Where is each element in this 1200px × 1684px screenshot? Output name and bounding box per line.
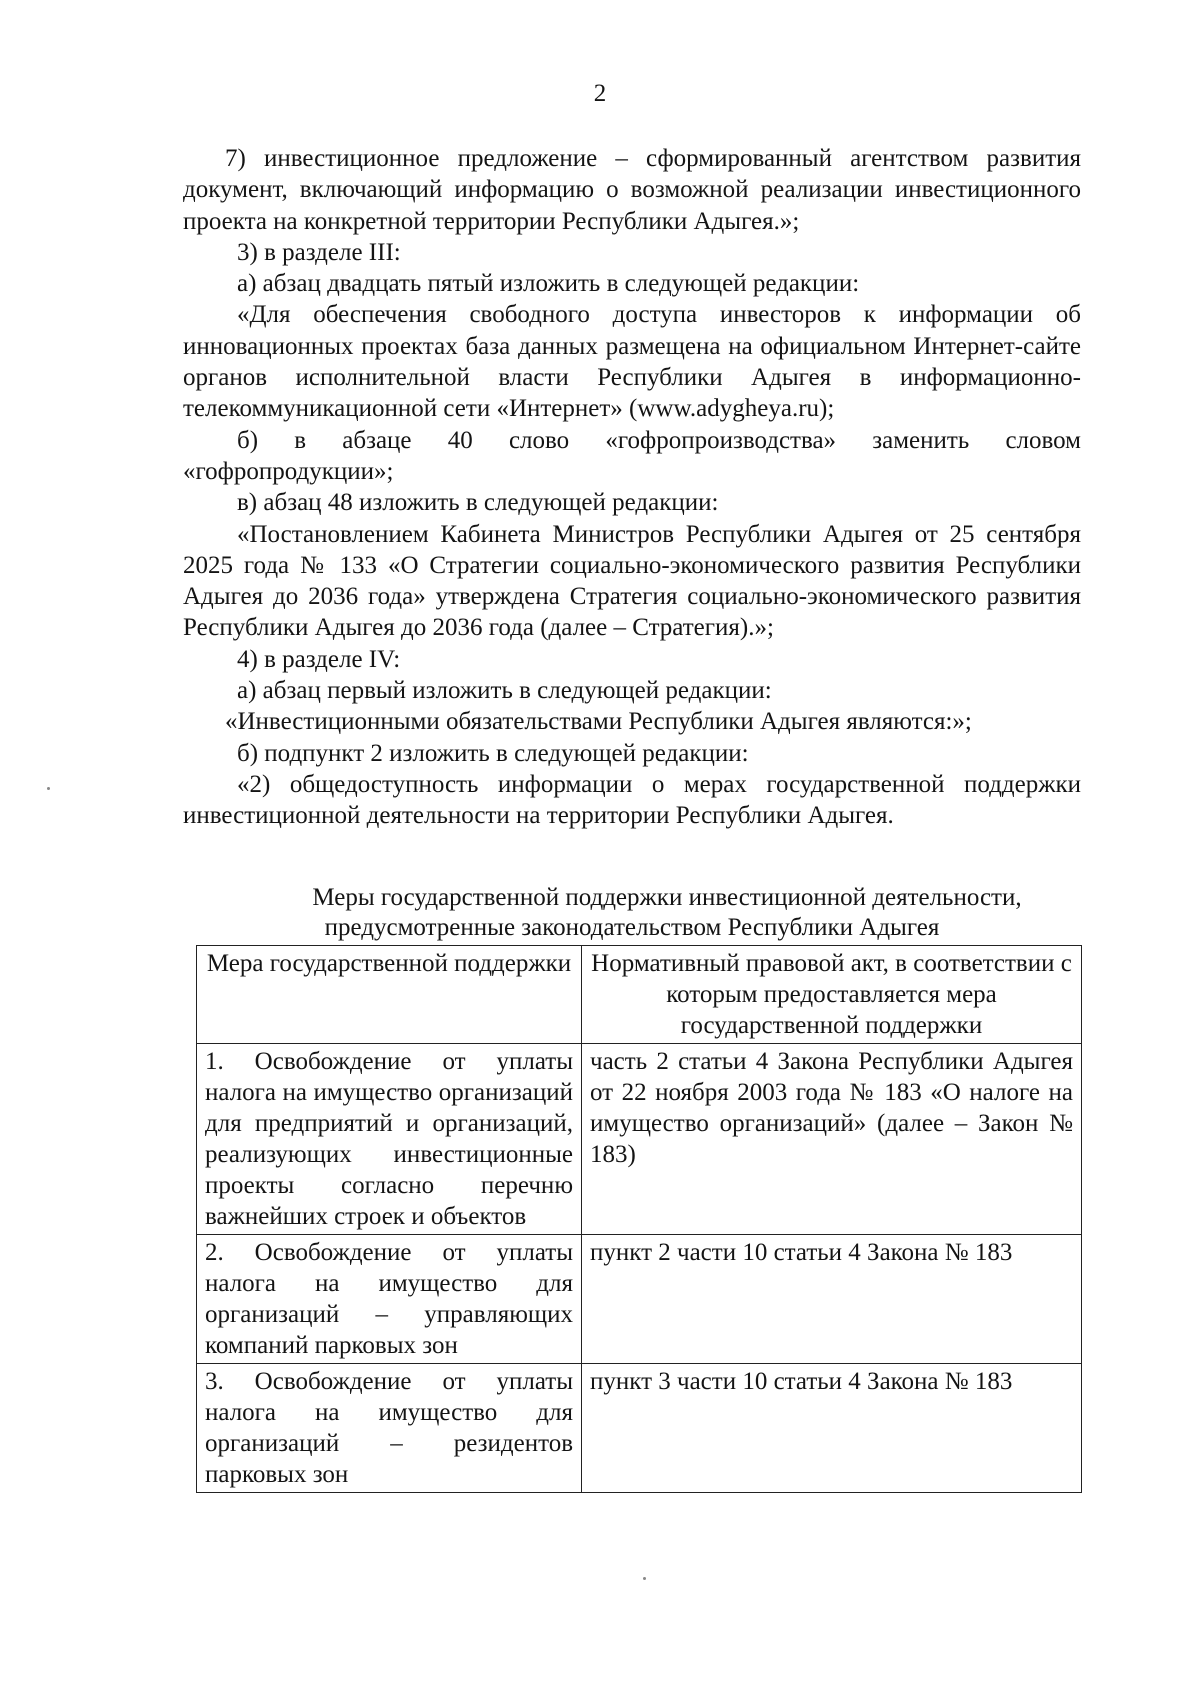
support-measures-table [196, 945, 1082, 1493]
paragraph-item-b-2: б) подпункт 2 изложить в следующей редакции: [237, 739, 749, 767]
table-caption-line2: предусмотренные законодательством Республики Адыгея [324, 914, 940, 941]
header-legal-act: Нормативный правовой акт, в соответствии с которым предоставляется мера государственной поддержки [582, 946, 1082, 1044]
paragraph-item-v: в) абзац 48 изложить в следующей редакции: [237, 489, 719, 517]
cell-measure: 3. Освобождение от уплаты налога на имущество для организаций – резидентов парковых зон [197, 1364, 582, 1493]
paragraph-section-4: 4) в разделе IV: [237, 645, 401, 673]
table-row [197, 1044, 1082, 1235]
cell-measure: 1. Освобождение от уплаты налога на имущество организаций для предприятий и организаций, реализующих инвестиционные проекты согласно перечню важнейших строек и объектов [197, 1044, 582, 1235]
scan-speck [47, 787, 50, 790]
table-caption [183, 883, 1081, 943]
paragraph-free-access: «Для обеспечения свободного доступа инвесторов к информации об инновационных проектах база данных размещена на официальном Интернет-сайте органов исполнительной власти Республики Адыгея в информационно-телекоммуникационной сети «Интернет» (www.adygheya.ru); [183, 301, 1081, 423]
page-number: 2 [593, 80, 607, 107]
paragraph-section-3: 3) в разделе III: [237, 238, 401, 266]
paragraph-public-access: «2) общедоступность информации о мерах государственной поддержки инвестиционной деятельности на территории Республики Адыгея. [183, 770, 1081, 830]
table-row [197, 1364, 1082, 1493]
header-measure: Мера государственной поддержки [197, 946, 582, 1044]
paragraph-item-a-2: а) абзац первый изложить в следующей редакции: [237, 677, 772, 705]
table-caption-line1: Меры государственной поддержки инвестиционной деятельности, [312, 884, 1022, 911]
cell-legal-act: пункт 3 части 10 статьи 4 Закона № 183 [582, 1364, 1082, 1493]
paragraph-item-a: а) абзац двадцать пятый изложить в следующей редакции: [237, 270, 860, 298]
scan-speck [643, 1577, 646, 1580]
table-header-row [197, 946, 1082, 1044]
paragraph-item-b: б) в абзаце 40 слово «гофропроизводства» заменить словом «гофропродукции»; [183, 426, 1081, 485]
cell-legal-act: пункт 2 части 10 статьи 4 Закона № 183 [582, 1235, 1082, 1364]
cell-measure: 2. Освобождение от уплаты налога на имущество для организаций – управляющих компаний парковых зон [197, 1235, 582, 1364]
cell-legal-act: часть 2 статьи 4 Закона Республики Адыгея от 22 ноября 2003 года № 183 «О налоге на имущество организаций» (далее – Закон № 183) [582, 1044, 1082, 1235]
paragraph-investment-offer: 7) инвестиционное предложение – сформированный агентством развития документ, включающий информацию о возможной реализации инвестиционного проекта на конкретной территории Республики Адыгея.»; [183, 145, 1081, 235]
paragraph-obligations: «Инвестиционными обязательствами Республики Адыгея являются:»; [225, 708, 972, 736]
table-row [197, 1235, 1082, 1364]
document-body [183, 143, 1081, 832]
paragraph-strategy: «Постановлением Кабинета Министров Республики Адыгея от 25 сентября 2025 года № 133 «О Стратегии социально-экономического развития Республики Адыгея до 2036 года» утверждена Стратегия социально-экономического развития Республики Адыгея до 2036 года (далее – Стратегия).»; [183, 520, 1081, 642]
